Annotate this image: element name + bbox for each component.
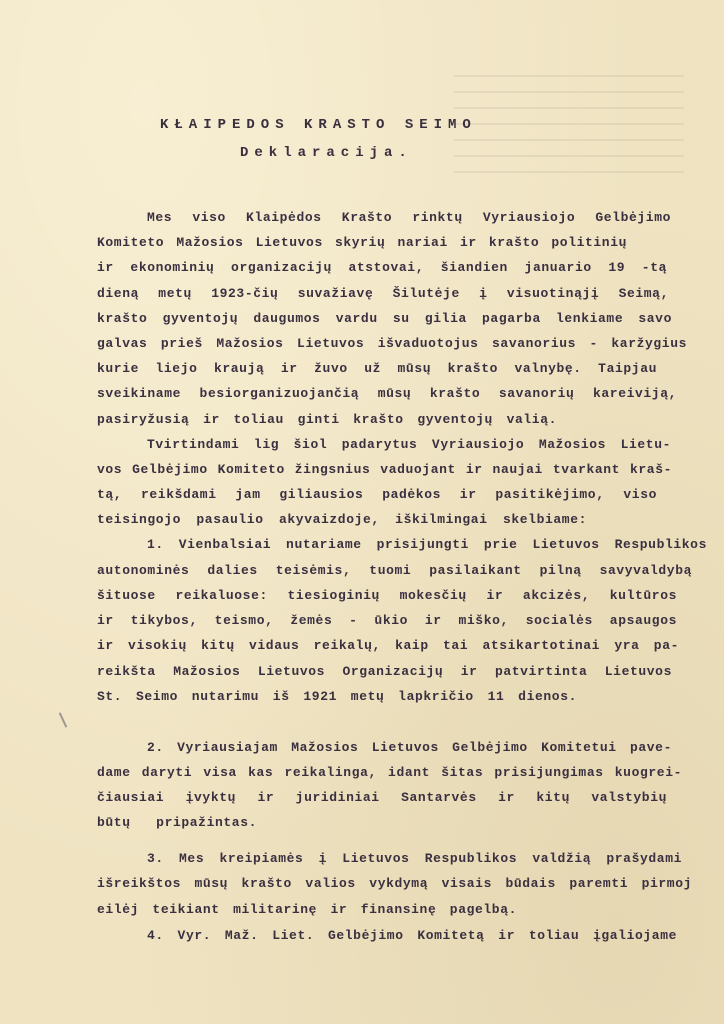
text-line: sveikiname besiorganizuojančią mūsų krašto savanorių kareiviją, bbox=[97, 386, 677, 401]
text-line: 2. Vyriausiajam Mažosios Lietuvos Gelbėjimo Komitetui pave- bbox=[147, 740, 672, 755]
text-line: reikšta Mažosios Lietuvos Organizacijų ir patvirtinta Lietuvos bbox=[97, 664, 672, 679]
text-line: šituose reikaluose: tiesioginių mokesčių ir akcizės, kultūros bbox=[97, 588, 677, 603]
text-line: teisingojo pasaulio akyvaizdoje, iškilmingai skelbiame: bbox=[97, 512, 587, 527]
text-line: autonominės dalies teisėmis, tuomi pasilaikant pilną savyvaldybą bbox=[97, 563, 692, 578]
text-line: būtų pripažintas. bbox=[97, 815, 257, 830]
text-line: galvas prieš Mažosios Lietuvos išvaduotojus savanorius - karžygius bbox=[97, 336, 687, 351]
bleed-through-text bbox=[454, 75, 684, 185]
text-line: krašto gyventojų daugumos vardu su gilia pagarba lenkiame savo bbox=[97, 311, 672, 326]
text-line: dame daryti visa kas reikalinga, idant šitas prisijungimas kuogrei- bbox=[97, 765, 682, 780]
text-line: ir ekonominių organizacijų atstovai, šiandien januario 19 -tą bbox=[97, 260, 667, 275]
text-line: Komiteto Mažosios Lietuvos skyrių nariai ir krašto politinių bbox=[97, 235, 627, 250]
document-subtitle: Deklaracija. bbox=[240, 145, 413, 161]
text-line: Tvirtindami lig šiol padarytus Vyriausiojo Mažosios Lietu- bbox=[147, 437, 671, 452]
text-line: išreikštos mūsų krašto valios vykdymą visais būdais paremti pirmoj bbox=[97, 876, 692, 891]
text-line: čiausiai įvyktų ir juridiniai Santarvės ir kitų valstybių bbox=[97, 790, 667, 805]
document-title: KŁAIPEDOS KRASTO SEIMO bbox=[160, 117, 477, 133]
text-line: vos Gelbėjimo Komiteto žingsnius vaduojant ir naujai tvarkant kraš- bbox=[97, 462, 672, 477]
text-line: kurie liejo kraują ir žuvo už mūsų krašto valnybę. Taipjau bbox=[97, 361, 657, 376]
text-line: dieną metų 1923-čių suvažiavę Šilutėje į visuotinąjį Seimą, bbox=[97, 286, 669, 301]
text-line: ir visokių kitų vidaus reikalų, kaip tai atsikartotinai yra pa- bbox=[97, 638, 679, 653]
text-line: 4. Vyr. Maž. Liet. Gelbėjimo Komitetą ir toliau įgaliojame bbox=[147, 928, 677, 943]
text-line: ir tikybos, teismo, žemės - ūkio ir miško, socialės apsaugos bbox=[97, 613, 677, 628]
text-line: 3. Mes kreipiamės į Lietuvos Respublikos valdžią prašydami bbox=[147, 851, 682, 866]
text-line: tą, reikšdami jam giliausios padėkos ir pasitikėjimo, viso bbox=[97, 487, 657, 502]
text-line: St. Seimo nutarimu iš 1921 metų lapkričio 11 dienos. bbox=[97, 689, 577, 704]
text-line: Mes viso Klaipėdos Krašto rinktų Vyriausiojo Gelbėjimo bbox=[147, 210, 671, 225]
margin-mark bbox=[59, 712, 68, 727]
text-line: pasiryžusią ir toliau ginti krašto gyventojų valią. bbox=[97, 412, 557, 427]
text-line: eilėj teikiant militarinę ir finansinę pagelbą. bbox=[97, 902, 517, 917]
text-line: 1. Vienbalsiai nutariame prisijungti prie Lietuvos Respublikos bbox=[147, 537, 707, 552]
